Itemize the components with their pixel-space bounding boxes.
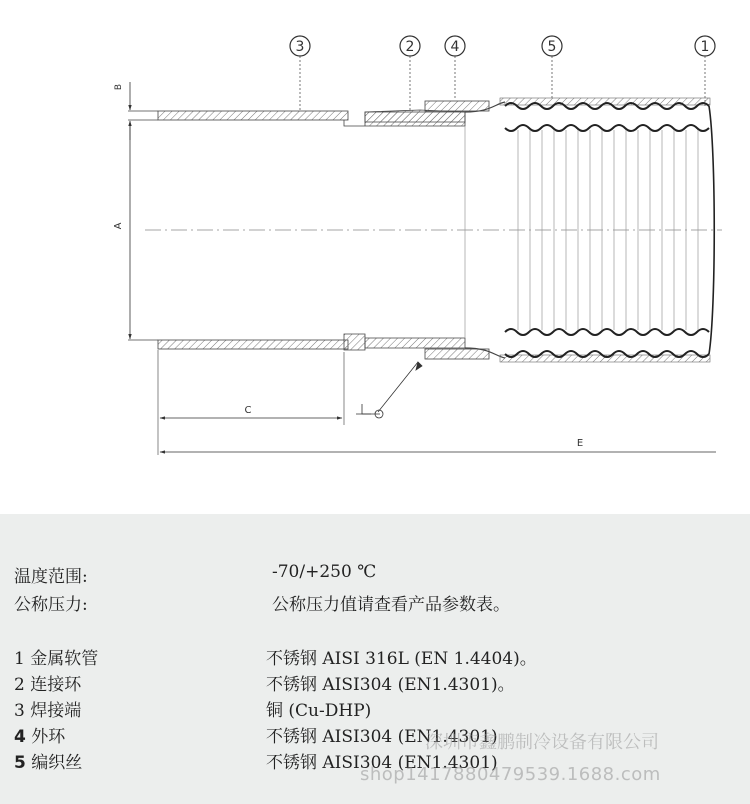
weld-end-upper <box>128 111 348 120</box>
extension-lines <box>158 350 344 455</box>
dimension-c <box>160 405 342 418</box>
callout-2 <box>400 36 420 56</box>
outer-ring-upper <box>425 101 489 111</box>
callout-4 <box>445 36 465 56</box>
part-row <box>14 670 740 696</box>
dimension-e <box>160 438 716 452</box>
svg-text:3: 3 <box>295 39 305 55</box>
connector-ring-lower <box>344 334 465 350</box>
part-name: 外环 <box>31 727 66 747</box>
bellows-section-lines <box>465 126 698 338</box>
spec-panel <box>0 514 750 804</box>
part-material: 不锈钢 AISI304 (EN1.4301) <box>266 753 498 773</box>
svg-text:C: C <box>244 405 252 416</box>
callout-1 <box>695 36 715 56</box>
weld-end-lower <box>128 340 348 349</box>
callout-5 <box>542 36 562 56</box>
outer-ring-lower <box>425 349 489 359</box>
bellows-lower <box>505 329 709 357</box>
part-material: 铜 (Cu-DHP) <box>266 701 372 721</box>
bellows-upper <box>505 103 709 131</box>
dimension-a <box>113 121 130 339</box>
svg-text:5: 5 <box>547 39 557 55</box>
part-name: 连接环 <box>30 675 82 695</box>
watermark-shop-url: shop1417880479539.1688.com <box>360 764 661 785</box>
connector-ring-upper <box>344 110 465 126</box>
part-name: 焊接端 <box>30 701 82 721</box>
part-name: 编织丝 <box>31 753 83 773</box>
pressure-row <box>14 590 740 616</box>
watermark-company: 深圳市鑫鹏制冷设备有限公司 <box>425 732 659 753</box>
temperature-label: 温度范围: <box>14 567 88 587</box>
callout-3 <box>290 36 310 56</box>
svg-text:4: 4 <box>450 39 460 55</box>
svg-text:1: 1 <box>700 39 710 55</box>
pressure-label: 公称压力: <box>14 595 88 615</box>
part-row <box>14 696 740 722</box>
temperature-row <box>14 562 740 588</box>
part-material: 不锈钢 AISI304 (EN1.4301) <box>266 727 498 747</box>
part-material: 不锈钢 AISI304 (EN1.4301)。 <box>266 675 515 695</box>
svg-text:A: A <box>113 222 124 230</box>
temperature-value: -70/+250 ℃ <box>272 562 377 582</box>
part-material: 不锈钢 AISI 316L (EN 1.4404)。 <box>266 649 537 669</box>
dimension-b <box>114 82 130 140</box>
svg-text:2: 2 <box>405 39 415 55</box>
part-number: 2 <box>14 675 25 695</box>
part-number: 1 <box>14 649 25 669</box>
weld-symbol <box>356 362 422 418</box>
svg-text:B: B <box>114 83 124 91</box>
part-number: 5 <box>14 753 26 773</box>
svg-text:E: E <box>576 438 584 449</box>
part-name: 金属软管 <box>30 649 99 669</box>
pressure-value: 公称压力值请查看产品参数表。 <box>272 595 510 615</box>
part-number: 3 <box>14 701 25 721</box>
part-row <box>14 644 740 670</box>
part-number: 4 <box>14 727 26 747</box>
